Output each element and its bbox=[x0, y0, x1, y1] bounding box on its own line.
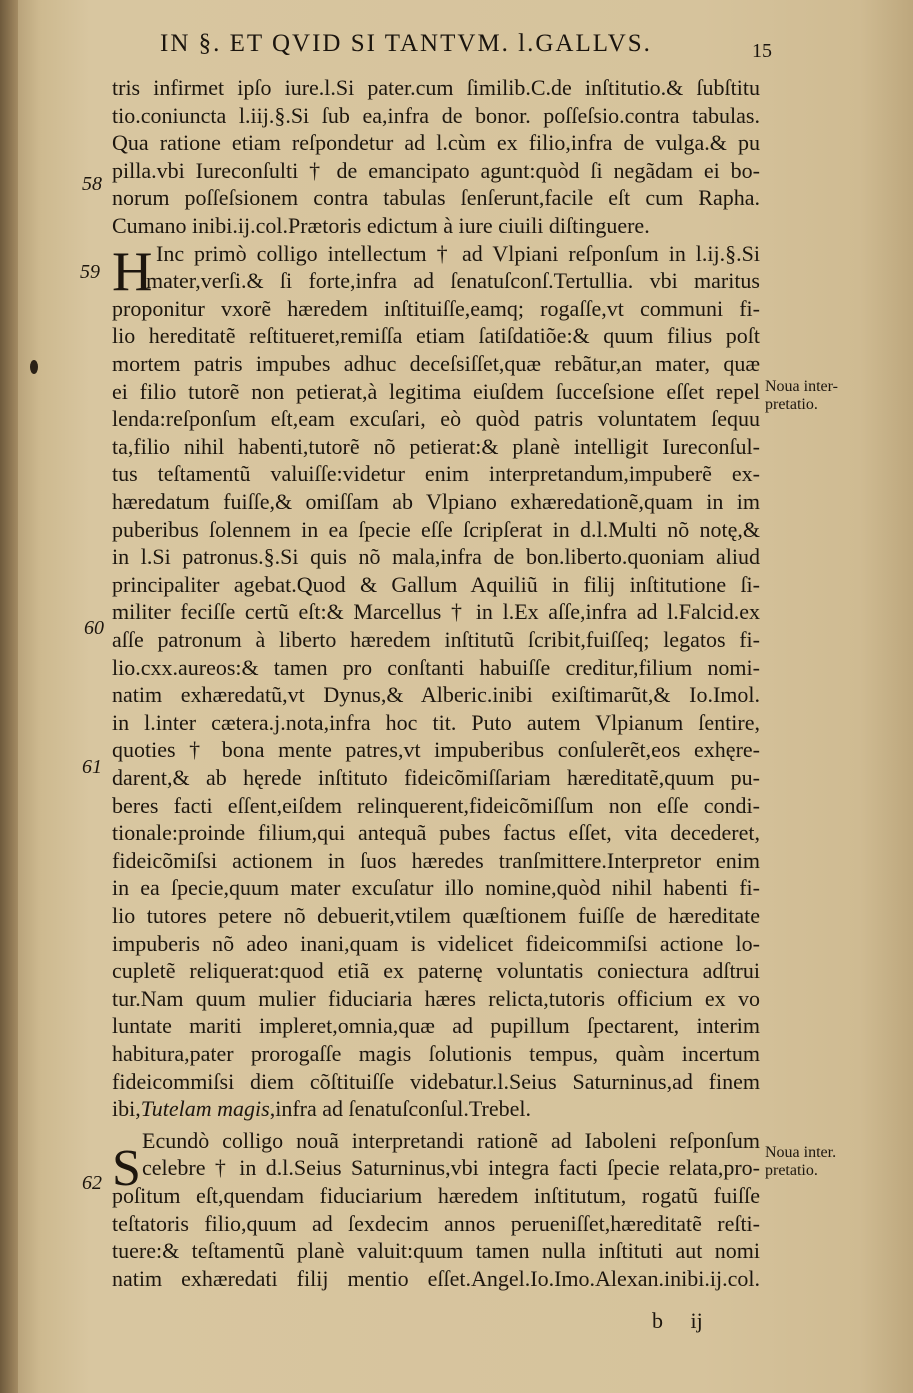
margin-note-1-line1: Noua inter- bbox=[765, 378, 838, 395]
text-line: natim exhæredatũ,vt Dynus,& Alberic.inibi exiſtimarũt,& Io.Imol. bbox=[112, 682, 760, 708]
margin-number-59: 59 bbox=[80, 261, 100, 283]
text-line: tuere:& teſtamentũ planè valuit:quum tamen nulla inſtituti aut nomi bbox=[112, 1238, 760, 1264]
text-line: quoties † bona mente patres,vt impuberibus conſulerẽt,eos exhęre- bbox=[112, 737, 760, 763]
drop-initial-s: S bbox=[112, 1140, 141, 1197]
margin-note-1-line2: pretatio. bbox=[765, 396, 818, 413]
text-line: mater,verſi.& ſi forte,infra ad ſenatuſconſ.Tertullia. vbi maritus bbox=[146, 268, 760, 294]
text-line: in l.Si patronus.§.Si quis nõ mala,infra de bon.liberto.quoniam aliud bbox=[112, 544, 760, 570]
text-line: natim exhæredati filij mentio eſſet.Angel.Io.Imo.Alexan.inibi.ij.col. bbox=[112, 1265, 760, 1291]
text-line: fideicõmiſsi actionem in ſuos hæredes tranſmittere.Interpretor enim bbox=[112, 847, 760, 873]
signature-letter: b bbox=[652, 1308, 663, 1333]
text-line: beres facti eſſent,eiſdem relinquerent,fideicõmiſſum non eſſe condi- bbox=[112, 792, 760, 818]
text-line: norum poſſeſsionem contra tabulas ſenſerunt,facile eſt cum Rapha. bbox=[112, 185, 760, 211]
text-line: proponitur vxorẽ hæredem inſtituiſſe,eamq; rogaſſe,vt communi fi- bbox=[112, 295, 760, 321]
margin-number-62: 62 bbox=[82, 1172, 102, 1194]
text-line: lio tutores petere nõ debuerit,vtilem quæſtionem fuiſſe de hæreditate bbox=[112, 903, 760, 928]
text-line: hæredatum fuiſſe,& omiſſam ab Vlpiano exhæredationẽ,quam in im bbox=[112, 489, 760, 514]
text-line: puberibus ſolennem in ea ſpecie eſſe ſcripſerat in d.l.Multi nõ notę,& bbox=[112, 516, 760, 542]
text-line: fideicommiſsi diem cõſtituiſſe videbatur.l.Seius Saturninus,ad finem bbox=[112, 1068, 760, 1094]
text-line: teſtatoris filio,quum ad ſexdecim annos perueniſſet,hæreditatẽ reſti- bbox=[112, 1210, 760, 1236]
text-line: tio.coniuncta l.iij.§.Si ſub ea,infra de bonor. poſſeſsio.contra tabulas. bbox=[112, 102, 760, 128]
text-line: Qua ratione etiam reſpondetur ad l.cùm ex filio,infra de vulga.& pu bbox=[112, 130, 760, 156]
text-line: luntate mariti impleret,omnia,quæ ad pupillum ſpectarent, interim bbox=[112, 1013, 760, 1039]
text-line: tionale:proinde filium,qui antequã pubes factus eſſet, vita decederet, bbox=[112, 820, 760, 846]
signature-mark bbox=[652, 1308, 703, 1334]
text-line: tris infirmet ipſo iure.l.Si pater.cum ſimilib.C.de inſtitutio.& ſubſtitu bbox=[112, 75, 760, 100]
text-line: lio hereditatẽ reſtitueret,remiſſa etiam ſatiſdatiõe:& quum filius poſt bbox=[112, 323, 760, 349]
page-gutter bbox=[0, 0, 18, 1393]
text-line: poſitum eſt,quendam fiduciarium hæredem inſtitutum, rogatũ fuiſſe bbox=[112, 1183, 760, 1208]
signature-number: ij bbox=[690, 1308, 703, 1333]
text-line: lio.cxx.aureos:& tamen pro conſtanti habuiſſe creditur,filium nomi- bbox=[112, 654, 760, 680]
text-line: habitura,pater prorogaſſe magis ſolutionis tempus, quàm incertum bbox=[112, 1041, 760, 1066]
ink-blot bbox=[30, 360, 38, 374]
text-line: principaliter agebat.Quod & Gallum Aquiliũ in filij inſtitutione ſi- bbox=[112, 571, 760, 597]
text-line: pilla.vbi Iureconſulti † de emancipato agunt:quòd ſi negãdam ei bo- bbox=[112, 157, 760, 183]
margin-number-58: 58 bbox=[82, 173, 102, 195]
text-line: impuberis nõ adeo inani,quam is videlicet fideicommiſsi actione lo- bbox=[112, 930, 760, 956]
running-header: IN §. ET QVID SI TANTVM. l.GALLVS. bbox=[160, 30, 652, 57]
text-line: tus teſtamentũ valuiſſe:videtur enim interpretandum,impuberẽ ex- bbox=[112, 461, 760, 487]
drop-initial-h: H bbox=[112, 241, 153, 303]
margin-number-60: 60 bbox=[84, 617, 104, 639]
margin-note-2-line2: pretatio. bbox=[765, 1162, 818, 1179]
text-line: ei filio tutorẽ non petierat,à legitima eiuſdem ſucceſsione eſſet repel bbox=[112, 378, 760, 404]
text-line: militer feciſſe certũ eſt:& Marcellus † in l.Ex aſſe,infra ad l.Falcid.ex bbox=[112, 599, 760, 625]
text-line: cupletẽ reliquerat:quod etiã ex paternę voluntatis coniectura adſtrui bbox=[112, 958, 760, 984]
text-line: celebre † in d.l.Seius Saturninus,vbi integra facti ſpecie relata,pro- bbox=[142, 1155, 760, 1181]
text-line: Inc primò colligo intellectum † ad Vlpiani reſponſum in l.ij.§.Si bbox=[156, 240, 760, 266]
margin-number-61: 61 bbox=[82, 756, 102, 778]
margin-note-2-line1: Noua inter. bbox=[765, 1144, 837, 1161]
text-line: Cumano inibi.ij.col.Prætoris edictum à iure ciuili diſtinguere. bbox=[112, 213, 650, 238]
text-line: mortem patris impubes adhuc deceſsiſſet,quæ rebãtur,an mater, quæ bbox=[112, 351, 760, 376]
text-line: in ea ſpecie,quum mater excuſatur illo nomine,quòd nihil habenti fi- bbox=[112, 875, 760, 901]
margin-note-1 bbox=[765, 378, 838, 414]
text-line: ibi,Tutelam magis,infra ad ſenatuſconſul.Trebel. bbox=[112, 1096, 531, 1122]
text-line: ta,filio nihil habenti,tutorẽ nõ petierat:& planè intelligit Iureconſul- bbox=[112, 433, 760, 459]
text-line: in l.inter cætera.j.nota,infra hoc tit. Puto autem Vlpianum ſentire, bbox=[112, 709, 760, 735]
text-line: darent,& ab hęrede inſtituto fideicõmiſſariam hæreditatẽ,quum pu- bbox=[112, 765, 760, 790]
folio-number: 15 bbox=[752, 40, 772, 62]
text-line: tur.Nam quum mulier fiduciaria hæres relicta,tutoris officium ex vo bbox=[112, 985, 760, 1011]
text-line: Ecundò colligo nouã interpretandi rationẽ ad Iaboleni reſponſum bbox=[142, 1127, 760, 1153]
text-line: lenda:reſponſum eſt,eam excuſari, eò quòd patris voluntatem ſequu bbox=[112, 406, 760, 432]
margin-note-2 bbox=[765, 1144, 836, 1180]
text-line: aſſe patronum à liberto hæredem inſtitutũ ſcribit,fuiſſeq; legatos fi- bbox=[112, 627, 760, 652]
